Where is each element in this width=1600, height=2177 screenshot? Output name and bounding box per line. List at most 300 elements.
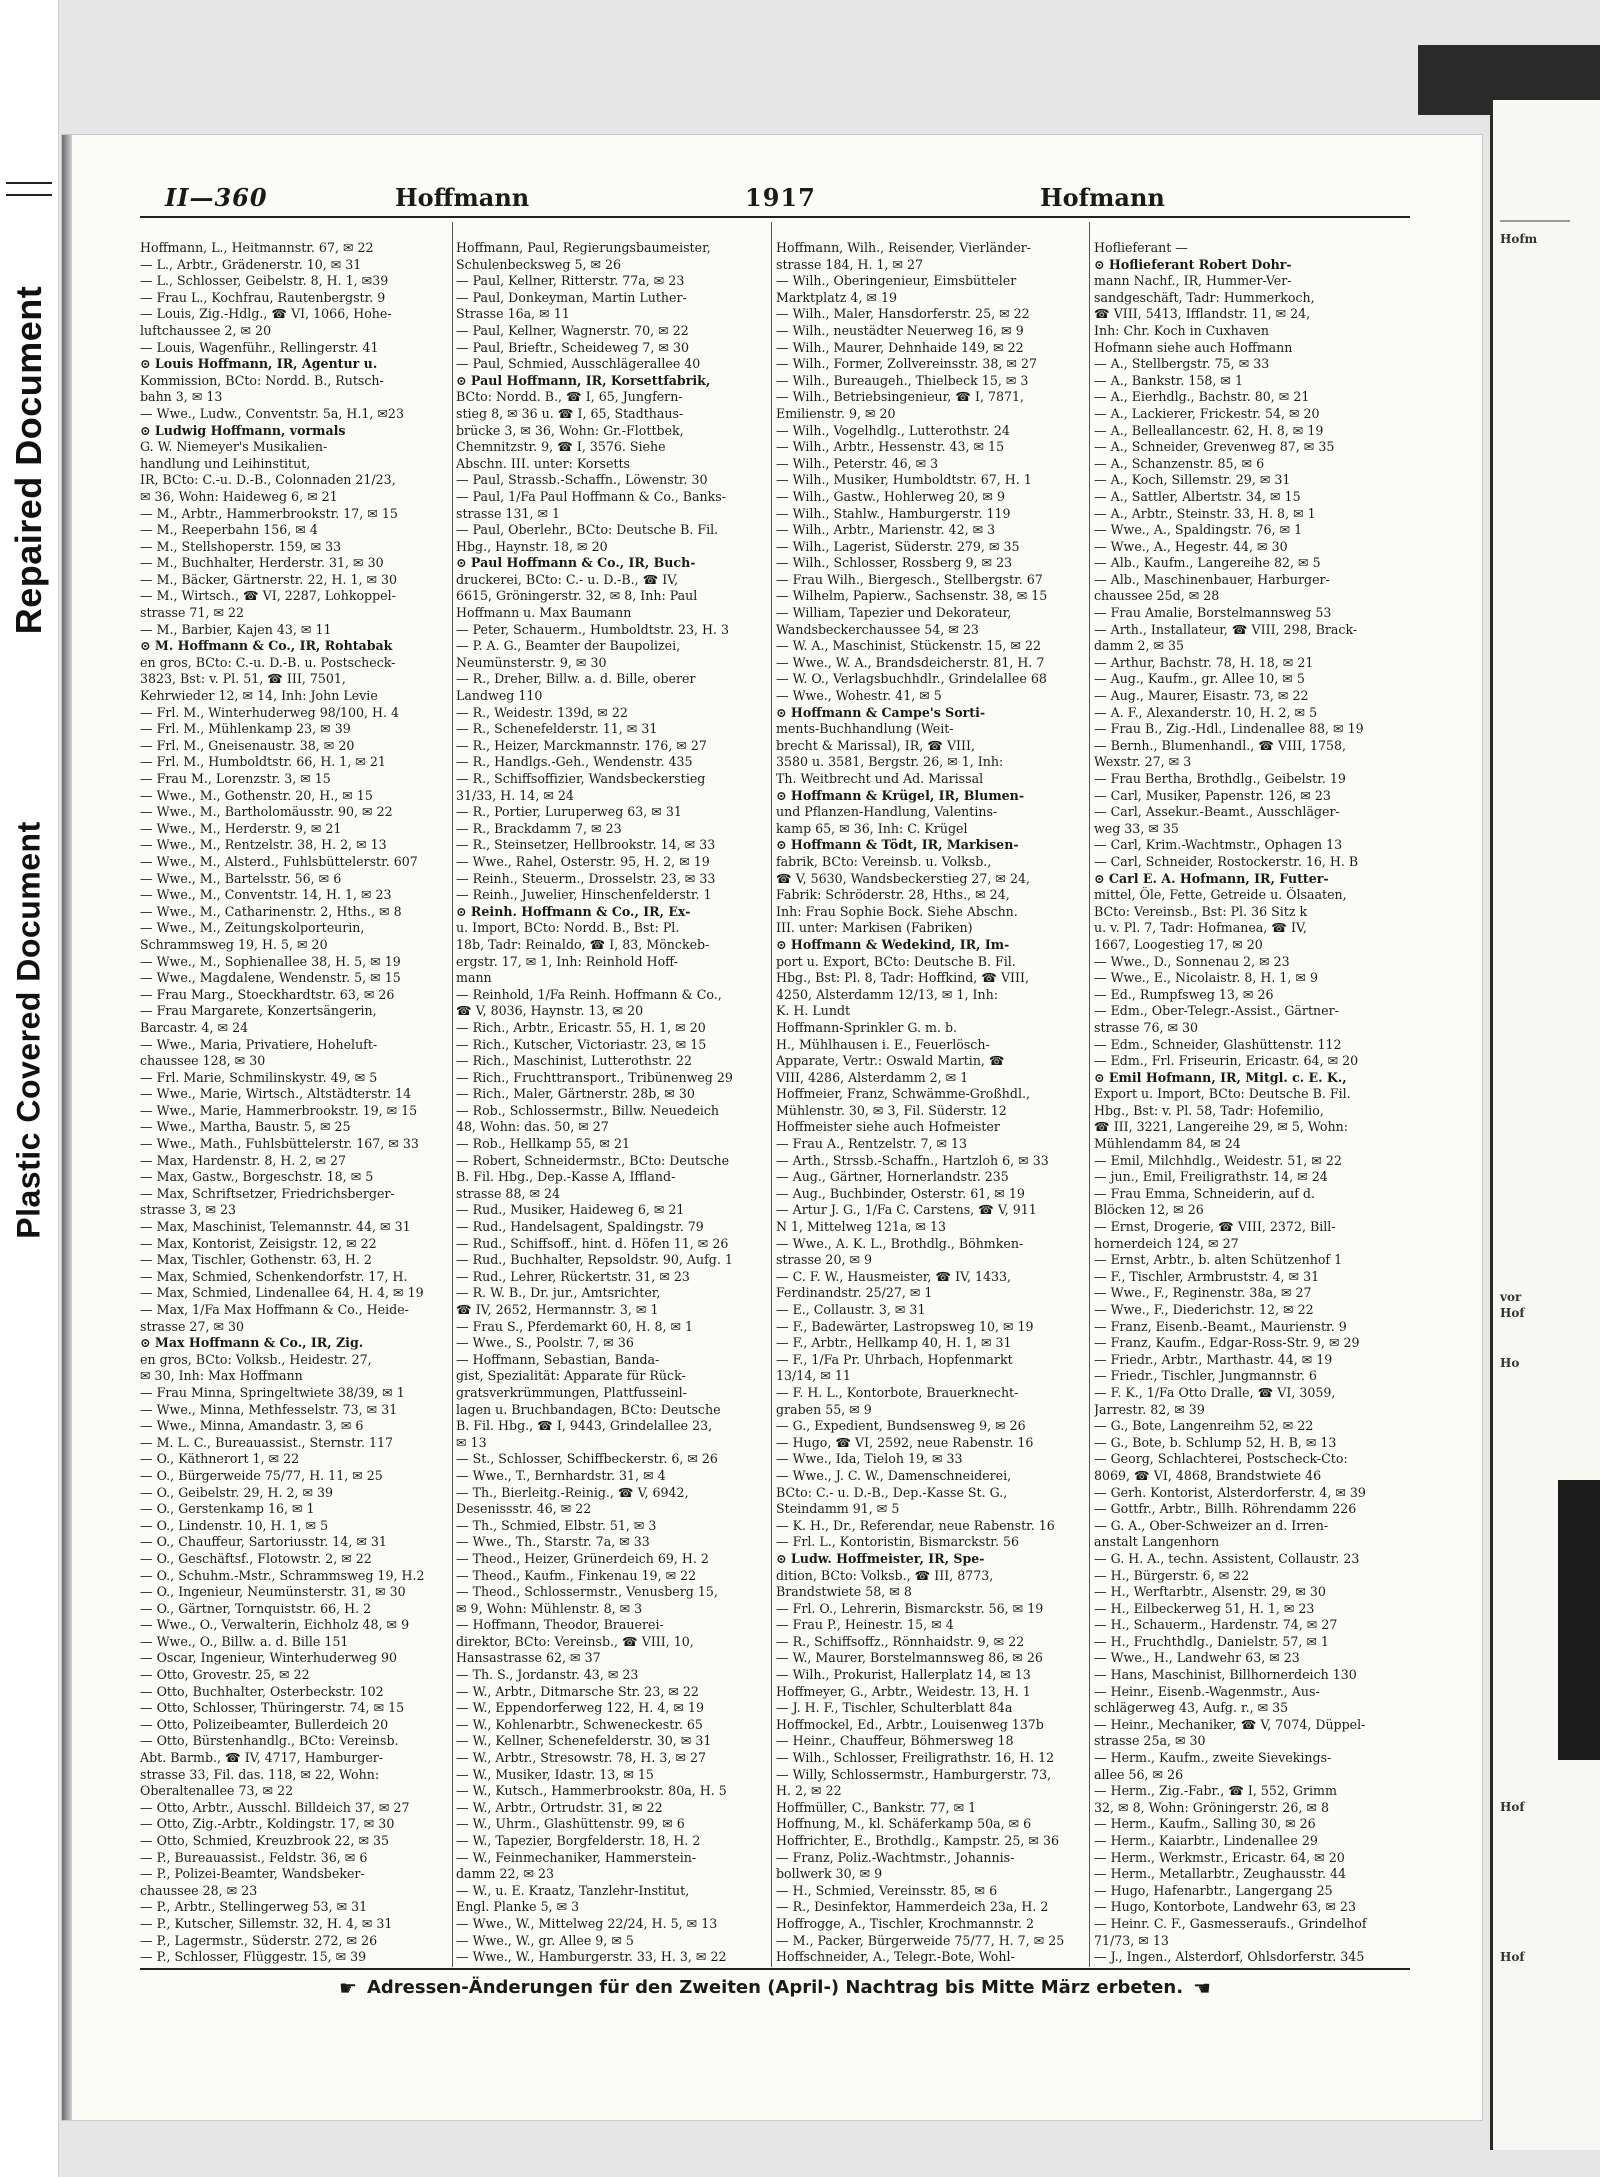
directory-entry: strasse 76, ✉ 30 [1094, 1019, 1199, 1035]
directory-entry: — O., Gerstenkamp 16, ✉ 1 [140, 1501, 315, 1517]
directory-entry: damm 22, ✉ 23 [456, 1866, 555, 1882]
directory-entry: Blöcken 12, ✉ 26 [1094, 1202, 1204, 1218]
directory-entry: — Hugo, ☎ VI, 2592, neue Rabenstr. 16 [776, 1434, 1034, 1450]
directory-entry: Schrammsweg 19, H. 5, ✉ 20 [140, 936, 328, 952]
directory-entry: — W., u. E. Kraatz, Tanzlehr-Institut, [456, 1882, 690, 1898]
directory-entry: — Max, Hardenstr. 8, H. 2, ✉ 27 [140, 1152, 347, 1168]
directory-entry: Ferdinandstr. 25/27, ✉ 1 [776, 1285, 933, 1301]
directory-entry: — W., Kellner, Schenefelderstr. 30, ✉ 31 [456, 1733, 712, 1749]
directory-entry: — Hoffmann, Sebastian, Banda- [456, 1351, 660, 1367]
directory-entry: — A., Belleallancestr. 62, H. 8, ✉ 19 [1094, 422, 1324, 438]
directory-column-4 [1094, 240, 1394, 1965]
directory-entry: Hbg., Haynstr. 18, ✉ 20 [456, 538, 608, 554]
label-divider [6, 194, 52, 196]
directory-entry: — Wwe., O., Verwalterin, Eichholz 48, ✉ 9 [140, 1617, 410, 1633]
directory-entry: Hansastrasse 62, ✉ 37 [456, 1650, 601, 1666]
directory-entry: — H., Schauerm., Hardenstr. 74, ✉ 27 [1094, 1617, 1338, 1633]
directory-entry: — L., Schlosser, Geibelstr. 8, H. 1, ✉39 [140, 273, 389, 289]
directory-entry: 6615, Gröningerstr. 32, ✉ 8, Inh: Paul [456, 588, 698, 604]
directory-entry: G. W. Niemeyer's Musikalien- [140, 439, 328, 455]
directory-entry: — Wwe., J. C. W., Damenschneiderei, [776, 1467, 1012, 1483]
directory-entry: — Paul, Oberlehr., BCto: Deutsche B. Fil. [456, 522, 719, 538]
directory-entry: — Wwe., A., Spaldingstr. 76, ✉ 1 [1094, 522, 1303, 538]
directory-entry: — M., Reeperbahn 156, ✉ 4 [140, 522, 318, 538]
directory-entry: Hoffrogge, A., Tischler, Krochmannstr. 2 [776, 1915, 1035, 1931]
directory-entry: BCto: Vereinsb., Bst: Pl. 36 Sitz k [1094, 903, 1308, 919]
running-head-right: Hofmann [1040, 183, 1165, 212]
directory-entry: ⊙ Hoflieferant Robert Dohr- [1094, 256, 1292, 272]
directory-entry: 71/73, ✉ 13 [1094, 1932, 1169, 1948]
directory-entry: — O., Geibelstr. 29, H. 2, ✉ 39 [140, 1484, 334, 1500]
directory-entry: — P., Bureauassist., Feldstr. 36, ✉ 6 [140, 1849, 368, 1865]
directory-entry: Kehrwieder 12, ✉ 14, Inh: John Levie [140, 688, 378, 704]
directory-entry: — G. A., Ober-Schweizer an d. Irren- [1094, 1517, 1329, 1533]
directory-entry: — Franz, Eisenb.-Beamt., Maurienstr. 9 [1094, 1318, 1347, 1334]
directory-entry: — Wwe., Rahel, Osterstr. 95, H. 2, ✉ 19 [456, 853, 710, 869]
directory-entry: — Frl. M., Gneisenaustr. 38, ✉ 20 [140, 737, 355, 753]
directory-entry: — Wwe., Maria, Privatiere, Hoheluft- [140, 1036, 378, 1052]
directory-entry: 3580 u. 3581, Bergstr. 26, ✉ 1, Inh: [776, 754, 1004, 770]
directory-entry: — M., Buchhalter, Herderstr. 31, ✉ 30 [140, 555, 384, 571]
directory-entry: — Carl, Krim.-Wachtmstr., Ophagen 13 [1094, 837, 1343, 853]
directory-entry: — M., Packer, Bürgerweide 75/77, H. 7, ✉ 25 [776, 1932, 1065, 1948]
directory-entry: Hbg., Bst: v. Pl. 58, Tadr: Hofemilio, [1094, 1102, 1324, 1118]
directory-entry: ⊙ Ludw. Hoffmeister, IR, Spe- [776, 1550, 985, 1566]
next-page-fragment: Hof [1500, 1950, 1525, 1964]
directory-entry: — Frau Margarete, Konzertsängerin, [140, 1003, 377, 1019]
directory-entry: chaussee 128, ✉ 30 [140, 1053, 266, 1069]
directory-entry: — O., Geschäftsf., Flotowstr. 2, ✉ 22 [140, 1550, 372, 1566]
directory-entry: — W., Maurer, Borstelmannsweg 86, ✉ 26 [776, 1650, 1043, 1666]
directory-entry: ☎ IV, 2652, Hermannstr. 3, ✉ 1 [456, 1302, 659, 1317]
directory-entry: Barcastr. 4, ✉ 24 [140, 1019, 249, 1035]
directory-entry: — Wilh., neustädter Neuerweg 16, ✉ 9 [776, 322, 1024, 338]
directory-entry: — R., Desinfektor, Hammerdeich 23a, H. 2 [776, 1899, 1049, 1915]
directory-entry: — R., Portier, Luruperweg 63, ✉ 31 [456, 804, 682, 820]
directory-entry: — O., Ingenieur, Neumünsterstr. 31, ✉ 30 [140, 1584, 406, 1600]
directory-entry: ⊙ Max Hoffmann & Co., IR, Zig. [140, 1335, 364, 1351]
directory-entry: — Alb., Kaufm., Langereihe 82, ✉ 5 [1094, 555, 1321, 571]
directory-entry: chaussee 28, ✉ 23 [140, 1882, 258, 1898]
page-binding-edge [62, 135, 72, 2120]
directory-entry: — Reinh., Steuerm., Drosselstr. 23, ✉ 33 [456, 870, 716, 886]
next-page-fragment: Hofm [1500, 232, 1538, 246]
directory-entry: Hoffmockel, Ed., Arbtr., Louisenweg 137b [776, 1716, 1044, 1732]
directory-entry: Abt. Barmb., ☎ IV, 4717, Hamburger- [140, 1750, 384, 1766]
directory-column-1 [140, 240, 440, 1965]
header-rule [140, 216, 1410, 218]
directory-entry: — Max, Gastw., Borgeschstr. 18, ✉ 5 [140, 1169, 374, 1185]
next-page-edge [1490, 100, 1600, 2150]
directory-entry: — Edm., Ober-Telegr.-Assist., Gärtner- [1094, 1003, 1339, 1019]
directory-entry: — Wilh., Musiker, Humboldtstr. 67, H. 1 [776, 472, 1032, 488]
directory-entry: — William, Tapezier und Dekorateur, [776, 605, 1012, 621]
directory-entry: — Wwe., M., Herderstr. 9, ✉ 21 [140, 820, 342, 836]
directory-entry: — Reinh., Juwelier, Hinschenfelderstr. 1 [456, 887, 712, 903]
directory-entry: — Frau Emma, Schneiderin, auf d. [1094, 1185, 1315, 1201]
directory-entry: — Heinr., Mechaniker, ☎ V, 7074, Düppel- [1094, 1716, 1366, 1732]
directory-entry: 31/33, H. 14, ✉ 24 [456, 787, 574, 803]
directory-entry: BCto: Nordd. B., ☎ I, 65, Jungfern- [456, 389, 683, 405]
directory-entry: chaussee 25d, ✉ 28 [1094, 588, 1220, 604]
directory-entry: lagen u. Bruchbandagen, BCto: Deutsche [456, 1401, 721, 1417]
directory-entry: — O., Käthnerort 1, ✉ 22 [140, 1451, 300, 1467]
directory-entry: weg 33, ✉ 35 [1094, 820, 1179, 836]
directory-entry: — O., Lindenstr. 10, H. 1, ✉ 5 [140, 1517, 329, 1533]
directory-entry: — Wilh., Bureaugeh., Thielbeck 15, ✉ 3 [776, 372, 1029, 388]
directory-entry: ✉ 30, Inh: Max Hoffmann [140, 1368, 303, 1384]
directory-entry: — M., Wirtsch., ☎ VI, 2287, Lohkoppel- [140, 588, 396, 604]
footer-rule [140, 1968, 1410, 1970]
directory-entry: K. H. Lundt [776, 1003, 851, 1019]
directory-entry: — A., Stellbergstr. 75, ✉ 33 [1094, 356, 1270, 372]
directory-entry: ✉ 13 [456, 1434, 487, 1450]
directory-entry: — Wwe., F., Reginenstr. 38a, ✉ 27 [1094, 1285, 1312, 1301]
directory-column-2 [456, 240, 756, 1965]
directory-entry: — F., Badewärter, Lastropsweg 10, ✉ 19 [776, 1318, 1034, 1334]
directory-entry: — Wilhelm, Papierw., Sachsenstr. 38, ✉ 15 [776, 588, 1048, 604]
directory-entry: — J. H. F., Tischler, Schulterblatt 84a [776, 1700, 1013, 1716]
directory-entry: ergstr. 17, ✉ 1, Inh: Reinhold Hoff- [456, 953, 678, 969]
directory-entry: — P., Arbtr., Stellingerweg 53, ✉ 31 [140, 1899, 368, 1915]
directory-entry: 18b, Tadr: Reinaldo, ☎ I, 83, Mönckeb- [456, 936, 710, 952]
directory-entry: — Wilh., Former, Zollvereinsstr. 38, ✉ 27 [776, 356, 1037, 372]
directory-entry: Brandstwiete 58, ✉ 8 [776, 1584, 912, 1600]
directory-entry: — Emil, Milchhdlg., Weidestr. 51, ✉ 22 [1094, 1152, 1342, 1168]
scan-label-strip [0, 0, 59, 2177]
directory-entry: strasse 27, ✉ 30 [140, 1318, 245, 1334]
directory-entry: — P., Schlosser, Flüggestr. 15, ✉ 39 [140, 1949, 367, 1965]
directory-entry: Hoffmann, Wilh., Reisender, Vierländer- [776, 240, 1032, 255]
directory-entry: — R., Handlgs.-Geh., Wendenstr. 435 [456, 754, 693, 770]
directory-entry: — P., Lagermstr., Süderstr. 272, ✉ 26 [140, 1932, 378, 1948]
directory-entry: — K. H., Dr., Referendar, neue Rabenstr. 16 [776, 1517, 1055, 1533]
directory-entry: — O., Chauffeur, Sartoriusstr. 14, ✉ 31 [140, 1534, 387, 1550]
directory-entry: — Paul, Strassb.-Schaffn., Löwenstr. 30 [456, 472, 708, 488]
directory-entry: H. 2, ✉ 22 [776, 1783, 842, 1799]
directory-entry: Landweg 110 [456, 688, 543, 704]
directory-entry: Export u. Import, BCto: Deutsche B. Fil. [1094, 1086, 1351, 1102]
directory-entry: — F., 1/Fa Pr. Uhrbach, Hopfenmarkt [776, 1351, 1013, 1367]
directory-entry: — Wwe., Martha, Baustr. 5, ✉ 25 [140, 1119, 351, 1135]
directory-entry: — Heinr., Chauffeur, Böhmersweg 18 [776, 1733, 1014, 1749]
directory-entry: — H., Werftarbtr., Alsenstr. 29, ✉ 30 [1094, 1584, 1326, 1600]
running-head-left: Hoffmann [395, 183, 530, 212]
directory-entry: — Franz, Kaufm., Edgar-Ross-Str. 9, ✉ 29 [1094, 1335, 1360, 1351]
directory-entry: — Wilh., Schlosser, Freiligrathstr. 16, H. 12 [776, 1750, 1055, 1766]
directory-entry: Hofmann siehe auch Hoffmann [1094, 339, 1293, 355]
directory-entry: — Aug., Gärtner, Hornerlandstr. 235 [776, 1169, 1009, 1185]
directory-entry: ⊙ Carl E. A. Hofmann, IR, Futter- [1094, 870, 1329, 886]
directory-entry: stieg 8, ✉ 36 u. ☎ I, 65, Stadthaus- [456, 405, 684, 421]
directory-entry: — Wwe., W., Mittelweg 22/24, H. 5, ✉ 13 [456, 1915, 718, 1931]
directory-entry: Hoffmüller, C., Bankstr. 77, ✉ 1 [776, 1799, 977, 1815]
directory-entry: — Theod., Schlossermstr., Venusberg 15, [456, 1584, 718, 1600]
directory-entry: Strasse 16a, ✉ 11 [456, 306, 570, 322]
next-page-fragment: Ho [1500, 1356, 1520, 1370]
directory-entry: — H., Eilbeckerweg 51, H. 1, ✉ 23 [1094, 1600, 1315, 1616]
directory-entry: — G., Bote, b. Schlump 52, H. B, ✉ 13 [1094, 1434, 1337, 1450]
directory-entry: — Frau M., Lorenzstr. 3, ✉ 15 [140, 771, 331, 786]
directory-entry: graben 55, ✉ 9 [776, 1401, 872, 1417]
directory-entry: ⊙ Ludwig Hoffmann, vormals [140, 422, 346, 438]
directory-entry: 1667, Loogestieg 17, ✉ 20 [1094, 936, 1263, 952]
directory-entry: Schulenbecksweg 5, ✉ 26 [456, 256, 622, 272]
directory-entry: bahn 3, ✉ 13 [140, 389, 223, 405]
directory-entry: ⊙ Paul Hoffmann & Co., IR, Buch- [456, 555, 696, 571]
directory-entry: — A., Bankstr. 158, ✉ 1 [1094, 372, 1243, 388]
directory-entry: VIII, 4286, Alsterdamm 2, ✉ 1 [776, 1069, 969, 1085]
directory-entry: — Rich., Kutscher, Victoriastr. 23, ✉ 15 [456, 1036, 707, 1052]
directory-entry: — Rich., Fruchttransport., Tribünenweg 29 [456, 1069, 733, 1085]
directory-entry: — Edm., Frl. Friseurin, Ericastr. 64, ✉ 20 [1094, 1053, 1359, 1069]
directory-entry: — M. L. C., Bureauassist., Sternstr. 117 [140, 1434, 393, 1450]
directory-entry: — R., Dreher, Billw. a. d. Bille, oberer [456, 671, 696, 687]
directory-entry: — M., Arbtr., Hammerbrookstr. 17, ✉ 15 [140, 505, 398, 521]
directory-entry: — Rob., Hellkamp 55, ✉ 21 [456, 1136, 630, 1152]
directory-entry: — Rich., Maler, Gärtnerstr. 28b, ✉ 30 [456, 1086, 695, 1102]
directory-entry: — Heinr. C. F., Gasmesseraufs., Grindelhof [1094, 1915, 1367, 1931]
directory-entry: — Wwe., M., Zeitungskolporteurin, [140, 920, 365, 936]
directory-entry: ⊙ Emil Hofmann, IR, Mitgl. c. E. K., [1094, 1069, 1347, 1085]
directory-entry: — Frl. M., Humboldtstr. 66, H. 1, ✉ 21 [140, 754, 386, 770]
directory-entry: Kommission, BCto: Nordd. B., Rutsch- [140, 372, 384, 388]
directory-entry: direktor, BCto: Vereinsb., ☎ VIII, 10, [456, 1633, 694, 1649]
directory-entry: Th. Weitbrecht und Ad. Marissal [776, 771, 984, 786]
directory-entry: — F. K., 1/Fa Otto Dralle, ☎ VI, 3059, [1094, 1384, 1336, 1400]
directory-entry: — Georg, Schlachterei, Postscheck-Cto: [1094, 1451, 1348, 1467]
directory-entry: Steindamm 91, ✉ 5 [776, 1501, 900, 1517]
directory-entry: — Paul, Kellner, Ritterstr. 77a, ✉ 23 [456, 273, 685, 289]
directory-entry: Hoflieferant — [1094, 240, 1188, 255]
directory-entry: ⊙ M. Hoffmann & Co., IR, Rohtabak [140, 638, 393, 654]
directory-entry: — F. H. L., Kontorbote, Brauerknecht- [776, 1384, 1019, 1400]
directory-entry: — Th., Schmied, Elbstr. 51, ✉ 3 [456, 1517, 657, 1533]
directory-entry: — A., Arbtr., Steinstr. 33, H. 8, ✉ 1 [1094, 505, 1316, 521]
directory-entry: handlung und Leihinstitut, [140, 455, 311, 471]
directory-entry: allee 56, ✉ 26 [1094, 1766, 1184, 1782]
directory-entry: — Paul, 1/Fa Paul Hoffmann & Co., Banks- [456, 488, 726, 504]
directory-entry: — R., Schenefelderstr. 11, ✉ 31 [456, 721, 658, 737]
directory-entry: — Wwe., Marie, Wirtsch., Altstädterstr. 14 [140, 1086, 412, 1102]
directory-entry: — Wwe., M., Gothenstr. 20, H., ✉ 15 [140, 787, 373, 803]
directory-entry: en gros, BCto: Volksb., Heidestr. 27, [140, 1351, 372, 1367]
directory-entry: brecht & Marissal), IR, ☎ VIII, [776, 737, 975, 753]
directory-entry: 4250, Alsterdamm 12/13, ✉ 1, Inh: [776, 986, 998, 1002]
directory-entry: — Oscar, Ingenieur, Winterhuderweg 90 [140, 1650, 398, 1666]
directory-entry: — L., Arbtr., Grädenerstr. 10, ✉ 31 [140, 256, 362, 272]
directory-entry: — Aug., Kaufm., gr. Allee 10, ✉ 5 [1094, 671, 1305, 687]
directory-entry: — Wilh., Prokurist, Hallerplatz 14, ✉ 13 [776, 1667, 1031, 1683]
directory-entry: ments-Buchhandlung (Weit- [776, 721, 954, 737]
directory-entry: — W., Feinmechaniker, Hammerstein- [456, 1849, 697, 1865]
pointing-hand-left-icon: ☚ [1193, 1976, 1211, 2000]
directory-entry: — O., Schuhm.-Mstr., Schrammsweg 19, H.2 [140, 1567, 425, 1583]
directory-entry: Hbg., Bst: Pl. 8, Tadr: Hoffkind, ☎ VIII, [776, 970, 1029, 986]
directory-entry: — Wwe., Math., Fuhlsbüttelerstr. 167, ✉ 33 [140, 1136, 419, 1152]
directory-entry: — Wwe., T., Bernhardstr. 31, ✉ 4 [456, 1467, 666, 1483]
directory-entry: — Paul, Kellner, Wagnerstr. 70, ✉ 22 [456, 322, 689, 338]
directory-entry: B. Fil. Hbg., Dep.-Kasse A, Iffland- [456, 1169, 676, 1185]
directory-entry: — Paul, Schmied, Ausschlägerallee 40 [456, 356, 701, 372]
directory-entry: u. v. Pl. 7, Tadr: Hofmanea, ☎ IV, [1094, 920, 1307, 936]
directory-entry: — Wwe., S., Poolstr. 7, ✉ 36 [456, 1335, 634, 1351]
directory-entry: — Wilh., Gastw., Hohlerweg 20, ✉ 9 [776, 488, 1005, 504]
directory-entry: schlägerweg 43, Aufg. r., ✉ 35 [1094, 1700, 1289, 1716]
next-page-fragment: vor [1500, 1290, 1522, 1304]
directory-entry: — Rich., Maschinist, Lutterothstr. 22 [456, 1053, 693, 1069]
directory-entry: — Max, Kontorist, Zeisigstr. 12, ✉ 22 [140, 1235, 377, 1251]
directory-entry: bollwerk 30, ✉ 9 [776, 1866, 883, 1882]
directory-entry: ⊙ Hoffmann & Campe's Sorti- [776, 704, 986, 720]
directory-entry: — H., Bürgerstr. 6, ✉ 22 [1094, 1567, 1250, 1583]
directory-entry: — Herm., Kaiarbtr., Lindenallee 29 [1094, 1833, 1318, 1848]
directory-entry: Abschn. III. unter: Korsetts [456, 455, 631, 471]
page-number: II—360 [165, 183, 268, 212]
directory-entry: ⊙ Paul Hoffmann, IR, Korsettfabrik, [456, 372, 711, 388]
page-year: 1917 [745, 183, 816, 212]
directory-entry: strasse 184, H. 1, ✉ 27 [776, 256, 924, 272]
column-separator [452, 222, 453, 1967]
directory-entry: — W., Uhrm., Glashüttenstr. 99, ✉ 6 [456, 1816, 685, 1832]
directory-entry: — Rud., Schiffsoff., hint. d. Höfen 11, ✉ 26 [456, 1235, 729, 1251]
directory-entry: — Wilh., Arbtr., Hessenstr. 43, ✉ 15 [776, 439, 1005, 455]
pointing-hand-icon: ☛ [339, 1976, 357, 2000]
directory-entry: — W. A., Maschinist, Stückenstr. 15, ✉ 22 [776, 638, 1042, 654]
footer-notice [140, 1976, 1410, 2006]
directory-entry: strasse 33, Fil. das. 118, ✉ 22, Wohn: [140, 1766, 380, 1782]
directory-entry: — W., Kutsch., Hammerbrookstr. 80a, H. 5 [456, 1783, 727, 1799]
directory-entry: — Otto, Zig.-Arbtr., Koldingstr. 17, ✉ 30 [140, 1816, 395, 1832]
directory-entry: — Frl. O., Lehrerin, Bismarckstr. 56, ✉ 19 [776, 1600, 1044, 1616]
directory-entry: — A., Koch, Sillemstr. 29, ✉ 31 [1094, 472, 1291, 488]
directory-entry: — R., Schiffsoffz., Rönnhaidstr. 9, ✉ 22 [776, 1633, 1025, 1649]
directory-entry: — R., Weidestr. 139d, ✉ 22 [456, 704, 628, 720]
directory-entry: — Wwe., Wohestr. 41, ✉ 5 [776, 688, 942, 704]
label-divider [6, 182, 52, 184]
directory-entry: — Aug., Maurer, Eisastr. 73, ✉ 22 [1094, 688, 1309, 704]
directory-entry: — Wwe., Marie, Hammerbrookstr. 19, ✉ 15 [140, 1102, 418, 1118]
directory-entry: — W., Kohlenarbtr., Schweneckestr. 65 [456, 1716, 703, 1732]
directory-entry: — Arth., Installateur, ☎ VIII, 298, Brack- [1094, 621, 1358, 637]
directory-entry: — A., Sattler, Albertstr. 34, ✉ 15 [1094, 488, 1301, 504]
directory-entry: — Max, Maschinist, Telemannstr. 44, ✉ 31 [140, 1219, 411, 1235]
directory-entry: ⊙ Louis Hoffmann, IR, Agentur u. [140, 356, 378, 372]
directory-entry: — Peter, Schauerm., Humboldtstr. 23, H. 3 [456, 621, 729, 637]
directory-entry: — Herm., Zig.-Fabr., ☎ I, 552, Grimm [1094, 1783, 1337, 1799]
directory-entry: — R., Heizer, Marckmannstr. 176, ✉ 27 [456, 737, 707, 753]
directory-entry: ☎ V, 8036, Haynstr. 13, ✉ 20 [456, 1003, 644, 1019]
directory-entry: strasse 88, ✉ 24 [456, 1185, 561, 1201]
directory-entry: — M., Stellshoperstr. 159, ✉ 33 [140, 538, 342, 554]
directory-entry: — Frl. L., Kontoristin, Bismarckstr. 56 [776, 1534, 1019, 1550]
directory-entry: — Wwe., Ida, Tieloh 19, ✉ 33 [776, 1451, 963, 1467]
directory-entry: — Frau Amalie, Borstelmannsweg 53 [1094, 605, 1332, 621]
directory-entry: — Wwe., Minna, Methfesselstr. 73, ✉ 31 [140, 1401, 398, 1417]
directory-entry: Inh: Chr. Koch in Cuxhaven [1094, 322, 1269, 338]
directory-entry: — Wwe., H., Landwehr 63, ✉ 23 [1094, 1650, 1300, 1666]
directory-entry: — G., Expedient, Bundsensweg 9, ✉ 26 [776, 1418, 1026, 1434]
directory-entry: — Wwe., F., Diederichstr. 12, ✉ 22 [1094, 1302, 1314, 1317]
directory-entry: — Friedr., Tischler, Jungmannstr. 6 [1094, 1368, 1317, 1384]
directory-entry: — Max, Schriftsetzer, Friedrichsberger- [140, 1185, 395, 1201]
directory-entry: gist, Spezialität: Apparate für Rück- [456, 1368, 686, 1384]
directory-entry: — Rud., Handelsagent, Spaldingstr. 79 [456, 1219, 704, 1235]
directory-entry: — H., Schmied, Vereinsstr. 85, ✉ 6 [776, 1882, 998, 1898]
directory-entry: — Wwe., M., Catharinenstr. 2, Hths., ✉ 8 [140, 903, 402, 919]
directory-entry: — Wwe., Minna, Amandastr. 3, ✉ 6 [140, 1418, 364, 1434]
directory-entry: — Ed., Rumpfsweg 13, ✉ 26 [1094, 986, 1274, 1002]
directory-entry: strasse 131, ✉ 1 [456, 505, 561, 521]
directory-entry: — A., Lackierer, Frickestr. 54, ✉ 20 [1094, 405, 1320, 421]
directory-entry: — Gerh. Kontorist, Alsterdorferstr. 4, ✉ 39 [1094, 1484, 1366, 1500]
directory-entry: ⊙ Hoffmann & Tödt, IR, Markisen- [776, 837, 1019, 853]
directory-entry: — O., Gärtner, Tornquiststr. 66, H. 2 [140, 1600, 372, 1616]
directory-entry: — F., Tischler, Armbruststr. 4, ✉ 31 [1094, 1268, 1320, 1284]
directory-entry: Hoffmann u. Max Baumann [456, 605, 632, 621]
directory-entry: Hoffmeier, Franz, Schwämme-Großhdl., [776, 1086, 1031, 1102]
directory-entry: — W. O., Verlagsbuchhdlr., Grindelallee 68 [776, 671, 1047, 687]
directory-entry: — J., Ingen., Alsterdorf, Ohlsdorferstr. 345 [1094, 1949, 1365, 1965]
directory-entry: — Otto, Buchhalter, Osterbeckstr. 102 [140, 1683, 384, 1699]
directory-entry: — Edm., Schneider, Glashüttenstr. 112 [1094, 1036, 1342, 1052]
directory-entry: Marktplatz 4, ✉ 19 [776, 289, 898, 305]
directory-entry: — A. F., Alexanderstr. 10, H. 2, ✉ 5 [1094, 704, 1318, 720]
directory-entry: — R., Brackdamm 7, ✉ 23 [456, 820, 622, 836]
directory-entry: — A., Eierhdlg., Bachstr. 80, ✉ 21 [1094, 389, 1310, 405]
directory-entry: — Franz, Poliz.-Wachtmstr., Johannis- [776, 1849, 1015, 1865]
directory-entry: — Hugo, Kontorbote, Landwehr 63, ✉ 23 [1094, 1899, 1356, 1915]
directory-entry: — jun., Emil, Freiligrathstr. 14, ✉ 24 [1094, 1169, 1328, 1185]
directory-entry: Mühlendamm 84, ✉ 24 [1094, 1136, 1241, 1152]
directory-entry: — Frl. Marie, Schmilinskystr. 49, ✉ 5 [140, 1069, 378, 1085]
directory-entry: strasse 20, ✉ 9 [776, 1252, 873, 1268]
directory-entry: — Hans, Maschinist, Billhornerdeich 130 [1094, 1667, 1357, 1683]
directory-entry: 32, ✉ 8, Wohn: Gröningerstr. 26, ✉ 8 [1094, 1799, 1329, 1815]
directory-entry: — Bernh., Blumenhandl., ☎ VIII, 1758, [1094, 737, 1347, 753]
directory-entry: — M., Bäcker, Gärtnerstr. 22, H. 1, ✉ 30 [140, 571, 398, 587]
directory-entry: — Arth., Strssb.-Schaffn., Hartzloh 6, ✉ 33 [776, 1152, 1049, 1168]
directory-entry: 3823, Bst: v. Pl. 51, ☎ III, 7501, [140, 671, 346, 687]
directory-entry: Hoffschneider, A., Telegr.-Bote, Wohl- [776, 1949, 1015, 1965]
directory-entry: — C. F. W., Hausmeister, ☎ IV, 1433, [776, 1268, 1012, 1284]
directory-entry: — Wwe., Magdalene, Wendenstr. 5, ✉ 15 [140, 970, 401, 986]
directory-entry: — Frau B., Zig.-Hdl., Lindenallee 88, ✉ 19 [1094, 721, 1364, 737]
directory-entry: — Frau Marg., Stoeckhardtstr. 63, ✉ 26 [140, 986, 395, 1002]
directory-entry: — Wwe., O., Billw. a. d. Bille 151 [140, 1633, 349, 1649]
directory-entry: — Reinhold, 1/Fa Reinh. Hoffmann & Co., [456, 986, 722, 1002]
directory-entry: — Otto, Bürstenhandlg., BCto: Vereinsb. [140, 1733, 399, 1749]
directory-entry: — Th. S., Jordanstr. 43, ✉ 23 [456, 1667, 639, 1683]
directory-entry: u. Import, BCto: Nordd. B., Bst: Pl. [456, 920, 680, 936]
directory-entry: — Wilh., Maurer, Dehnhaide 149, ✉ 22 [776, 339, 1024, 355]
directory-entry: mann Nachf., IR, Hummer-Ver- [1094, 273, 1292, 289]
directory-entry: — St., Schlosser, Schiffbeckerstr. 6, ✉ 26 [456, 1451, 718, 1467]
directory-entry: Hoffmeyer, G., Arbtr., Weidestr. 13, H. 1 [776, 1683, 1031, 1699]
directory-entry: ⊙ Reinh. Hoffmann & Co., IR, Ex- [456, 903, 691, 919]
directory-entry: mittel, Öle, Fette, Getreide u. Ölsaaten, [1094, 887, 1347, 903]
directory-entry: — O., Bürgerweide 75/77, H. 11, ✉ 25 [140, 1467, 383, 1483]
directory-entry: — W., Musiker, Idastr. 13, ✉ 15 [456, 1766, 654, 1782]
next-page-fragment: Hof [1500, 1800, 1525, 1814]
directory-entry: Emilienstr. 9, ✉ 20 [776, 405, 896, 421]
directory-entry: — Wilh., Stahlw., Hamburgerstr. 119 [776, 505, 1011, 521]
directory-entry: — Wwe., W., Hamburgerstr. 33, H. 3, ✉ 22 [456, 1949, 727, 1965]
directory-entry: — Wilh., Peterstr. 46, ✉ 3 [776, 455, 939, 471]
directory-entry: Neumünsterstr. 9, ✉ 30 [456, 654, 607, 670]
directory-entry: — Otto, Polizeibeamter, Bullerdeich 20 [140, 1716, 389, 1732]
directory-entry: — P., Kutscher, Sillemstr. 32, H. 4, ✉ 31 [140, 1915, 393, 1931]
